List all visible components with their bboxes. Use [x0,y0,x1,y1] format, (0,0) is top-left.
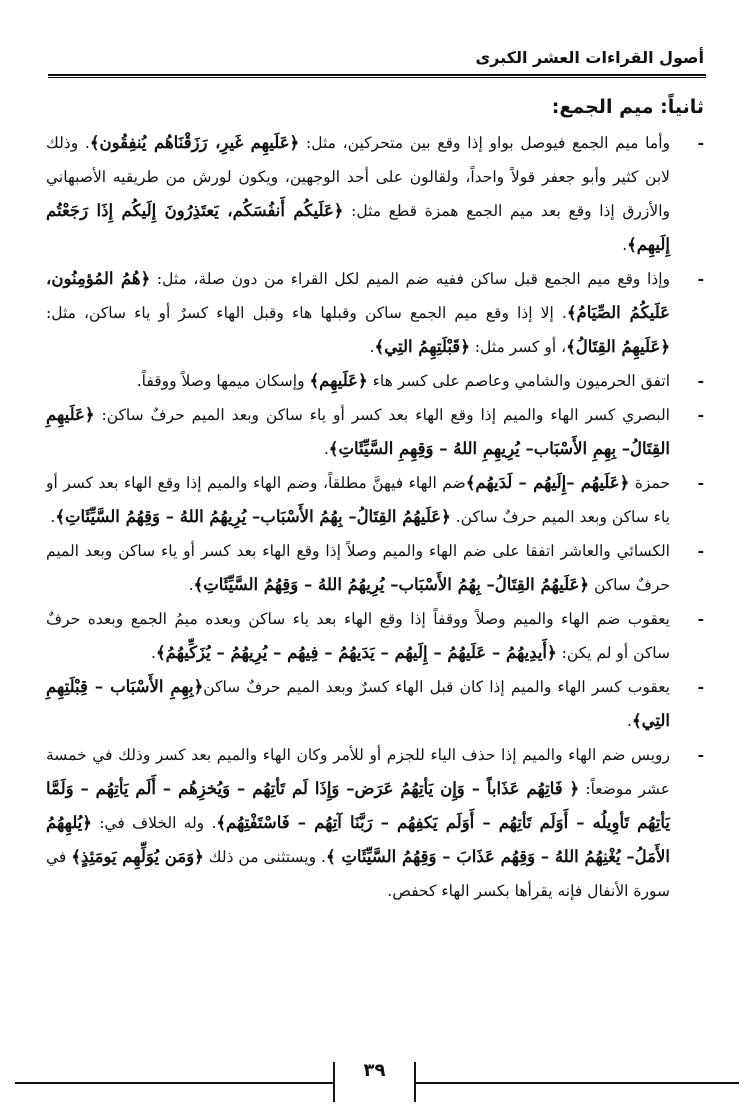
quran-quote: ﴿عَلَيهِمُ القِتَالُ﴾ [566,337,670,356]
paragraph-text: . وله الخلاف في: [91,814,217,832]
paragraph-text: يعقوب كسر الهاء والميم إذا كان قبل الهاء كسرٌ وبعد الميم حرفٌ ساكن [203,678,670,696]
quran-quote: ﴿عَلَيكُم أَنفُسَكُم، يَعتَذِرُونَ إِلَيكُم إِذَا رَجَعْتُم إِلَيهِم﴾ [46,201,670,254]
paragraph-text: حمزة [629,474,670,492]
section-title: ثانياً: ميم الجمع: [551,96,704,118]
paragraph-text: اتفق الحرميون والشامي وعاصم على كسر هاء [367,372,670,390]
paragraph-text: الكسائي والعاشر اتفقا على ضم الهاء والميم وصلاً إذا وقع الهاء بعد كسر أو ياء ساكن وبعد الميم حرفٌ ساكن [46,542,670,594]
paragraph [46,670,708,738]
paragraph-text: . وذلك لابن كثير وأبو جعفر قولاً واحداً، ولقالون على أحد الوجهين، ويكون لورش من طريقيه الأصبهاني والأزرق إذا وقع بعد ميم الجمع همزة قطع مثل: [46,134,670,220]
page-number: ٣٩ [363,1060,386,1081]
paragraph-text: رويس ضم الهاء والميم إذا حذف الياء للجزم أو للأمر وكان الهاء والميم بعد كسر وذلك في خمسة عشر موضعاً: [46,746,670,798]
paragraph [46,364,708,398]
list-dash: - [697,405,704,424]
quran-quote: ﴿بِهِمِ الأَسْبَاب – قِبْلَتِهِمِ التِي﴾ [46,677,670,730]
paragraph-text: . [369,338,375,356]
quran-quote: ﴿عَلَيهِمِ القِتَالُ– بِهِمِ الأَسْبَاب– يُرِيهِمِ اللهُ – وَقِهِمِ السَّيِّئَاتِ﴾ [46,405,670,458]
header-rule-thin [48,77,706,78]
paragraph [46,738,708,908]
paragraph [46,262,708,364]
list-dash: - [697,473,704,492]
list-dash: - [697,609,704,628]
quran-quote: ﴿وَمَن يُوَلِّهِم يَومَئِذٍ﴾ [71,847,204,866]
paragraph-text: يعقوب ضم الهاء والميم وصلاً ووقفاً إذا وقع الهاء بعد ياء ساكن وبعده ميمُ الجمع وبعده حرفٌ ساكن أو لم يكن: [46,610,670,662]
paragraph-text: . إلا إذا وقع ميم الجمع ساكن وقبلها هاء وقبل الهاء كسرٌ أو ياء ساكن، مثل: [46,304,567,322]
paragraph [46,602,708,670]
paragraph-text: وإذا وقع ميم الجمع قبل ساكن ففيه ضم الميم لكل القراء من دون صلة، مثل: [150,270,670,288]
list-dash: - [697,269,704,288]
list-dash: - [697,133,704,152]
footer-rule-right [414,1082,739,1084]
paragraph-text: . [50,508,56,526]
paragraph-text: ضم الهاء فيهنَّ مطلقاً، وضم الهاء والميم إذا وقع الهاء بعد كسر أو ياء ساكن وبعد الميم حرفٌ ساكن. [46,474,670,526]
footer-rule-left [15,1082,333,1084]
quran-quote: ﴿عَلَيهُمُ القِتَالُ– بِهُمُ الأَسْبَاب– يُرِيهُمُ اللهُ – وَقِهُمُ السَّيِّئَاتِ﴾ [193,575,590,594]
paragraph [46,126,708,262]
quran-quote: ﴿عَلَيهُمُ القِتَالُ– بِهُمُ الأَسْبَاب– يُرِيهُمُ اللهُ – وَقِهُمُ السَّيِّئَاتِ﴾ [55,507,451,526]
paragraph-text: . [151,644,156,662]
paragraph-text: في سورة الأنفال فإنه يقرأها بكسر الهاء كحفص. [46,848,670,900]
quran-quote: ﴿قَبْلَتِهِمُ التِي﴾ [374,337,470,356]
paragraph [46,466,708,534]
paragraph-text: وأما ميم الجمع فيوصل بواو إذا وقع بين متحركين، مثل: [299,134,670,152]
quran-quote: ﴿يُلهِهُمُ الأَمَلُ– يُغْنِهُمُ اللهُ – وَقِهُم عَذَابَ – وَقِهُمُ السَّيِّئَاتِ ﴾ [46,813,670,866]
paragraph-text: ، أو كسر مثل: [469,338,567,356]
quran-quote: ﴿عَلَيهُم –إِلَيهُم – لَدَيهُم﴾ [465,473,630,492]
quran-quote: ﴿عَلَيهِم﴾ [309,371,368,390]
list-dash: - [697,371,704,390]
quran-quote: ﴿ فَاتِهُم عَذَاباً – وَإِن يَأتِهُمُ عَرَض– وَإِذَا لَم تَأتِهُم – وَيُخزِهُم – أَلَم يَأتِهُم – وَلَمَّا يَأتِهُم تَأوِيلُه – أَوَلَم تَأتِهُم – أَوَلَم يَكفِهُم – رَبَّنَا آتِهُم – فَاسْتَفْتِهُم﴾ [46,779,670,832]
quran-quote: ﴿عَلَيهِم غَيرِ، رَزَقْنَاهُم يُنفِقُون﴾ [89,133,300,152]
paragraph-text: . ويستثنى من ذلك [203,848,326,866]
quran-quote: ﴿هُمُ المُؤمِنُون، عَلَيكُمُ الصِّيَامُ﴾ [46,269,670,322]
paragraph-text: . [188,576,194,594]
page-body [46,90,708,908]
paragraph-text: . [323,440,329,458]
list-dash: - [697,541,704,560]
running-head-title: أصول القراءات العشر الكبرى [475,48,704,67]
paragraph-text: . [622,236,628,254]
paragraph [46,534,708,602]
header-rule [48,74,706,76]
quran-quote: ﴿أَيدِيهُمُ – عَلَيهُمُ – إِلَيهُم – يَدَيهُمُ – فِيهُم – يُرِيهُمُ – يُزَكِّيهُمُ﴾ [155,643,557,662]
paragraph-text: البصري كسر الهاء والميم إذا وقع الهاء بعد كسر أو ياء ساكن وبعد الميم حرفٌ ساكن: [94,406,670,424]
paragraph-text: . [627,712,632,730]
paragraph-list [46,126,708,908]
list-dash: - [697,677,704,696]
paragraph-text: وإسكان ميمها وصلاً ووقفاً. [136,372,310,390]
paragraph [46,398,708,466]
list-dash: - [697,745,704,764]
